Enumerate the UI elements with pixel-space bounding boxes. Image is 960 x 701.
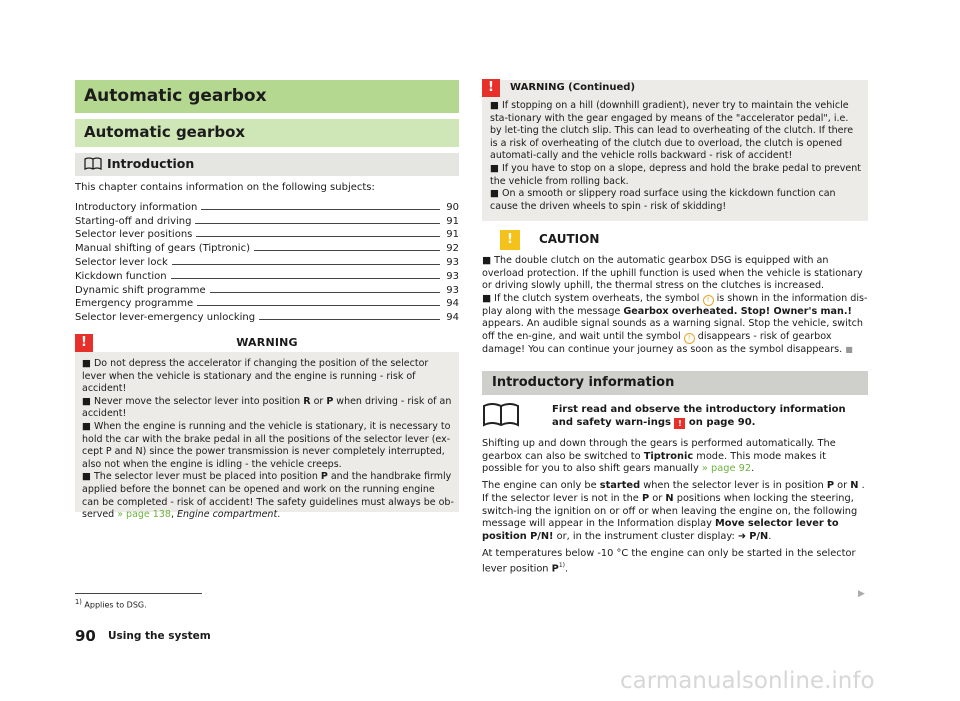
warning-continued-box [482,97,868,221]
toc-page: 94 [446,298,459,310]
toc-leader [197,305,440,306]
section-title-bar [75,119,459,147]
section-title: Automatic gearbox [84,123,246,141]
footer-section-title: Using the system [108,630,211,642]
paragraph: The engine can only be started when the selector lever is in position P or N . If the selector lever is not in the P or N positions when locking the steering, switch-ing the ignition on or off or when leaving the engine on, the following message will appear in the Information display Move selector lever to position P/N! or, in the instrument cluster display: ➜ P/N. [482,480,865,542]
table-of-contents [75,199,459,323]
warning-box [75,352,459,521]
section-end-icon: ■ [845,344,853,354]
toc-leader [210,292,441,293]
toc-page: 92 [446,243,459,255]
warning-text [82,358,454,522]
arrow-icon: ➜ [737,530,750,542]
warning-continued-header [482,80,868,97]
page-number: 90 [75,627,96,645]
caution-title: CAUTION [539,232,600,246]
introduction-bar [75,153,459,176]
footnote: $^{1)}$ Applies to DSG. [75,598,147,610]
toc-entry[interactable] [75,254,459,268]
warning-item: ■ Do not depress the accelerator if changing the position of the selector lever when the vehicle is stationary and the engine is running - risk of accident! [82,358,429,395]
toc-leader [171,278,441,279]
warning-item: ■ When the engine is running and the vehicle is stationary, it is necessary to hold the car with the brake pedal in all the positions of the selector lever (ex-cept P and N) since the power transmission is never completely interrupted, also not when the engine is idling - the vehicle creeps. [82,420,451,470]
book-icon [482,401,520,429]
toc-label: Emergency programme [75,298,194,310]
book-icon [84,157,102,171]
paragraph: Shifting up and down through the gears is performed automatically. The gearbox can also be switched to Tiptronic mode. This mode makes it possible for you to also shift gears manually » page 92. [482,438,836,475]
introductory-body [482,438,868,580]
clutch-warning-icon: ! [684,333,695,344]
warning-title: WARNING [236,336,298,349]
toc-label: Selector lever lock [75,256,168,268]
warning-item: ■ If you have to stop on a slope, depress and hold the brake pedal to prevent the vehicle from rolling back. [490,162,861,187]
toc-label: Starting-off and driving [75,215,192,227]
caution-icon: ! [500,230,520,250]
toc-entry[interactable] [75,268,459,282]
chapter-title-bar [75,80,459,113]
introduction-title: Introduction [107,156,195,171]
chapter-title: Automatic gearbox [84,86,267,106]
toc-page: 93 [446,256,459,268]
caution-text [482,255,868,357]
toc-label: Selector lever positions [75,229,193,241]
toc-entry[interactable] [75,309,459,323]
caution-item: ■ If the clutch system overheats, the symbol ! is shown in the information dis-play along with the message Gearbox overheated. Stop! Owner's man.! appears. An audible signal sounds as a warning signal. Stop the vehicle, switch off the en-gine, and wait until the symbol ! disappears - risk of gearbox damage! You can continue your journey as soon as the symbol disappears. ■ [482,292,868,355]
toc-entry[interactable] [75,240,459,254]
paragraph: At temperatures below -10 °C the engine can only be started in the selector lever position $P^{1)}$. [482,547,856,575]
toc-leader [254,250,440,251]
introductory-information-bar [482,371,868,395]
toc-leader [195,223,440,224]
toc-entry[interactable] [75,227,459,241]
toc-page: 90 [446,201,459,213]
toc-label: Manual shifting of gears (Tiptronic) [75,243,250,255]
toc-page: 93 [446,284,459,296]
toc-entry[interactable] [75,282,459,296]
page-link[interactable]: » page 138 [117,509,171,521]
warning-exclamation-icon: ! [75,334,93,352]
continue-arrow-icon: ▶ [858,589,865,599]
warning-item: ■ The selector lever must be placed into position P and the handbrake firmly applied before the bonnet can be opened and work on the running engine can be completed - risk of accident! The safety guidelines must always be ob-served » page 138, Engine compartment. [82,471,454,521]
watermark: carmanualsonline.info [620,668,875,694]
toc-leader [201,209,440,210]
toc-entry[interactable] [75,213,459,227]
toc-page: 91 [446,229,459,241]
footnote-rule [75,593,202,594]
toc-leader [259,319,440,320]
intro-text: This chapter contains information on the following subjects: [75,182,375,193]
toc-label: Dynamic shift programme [75,284,206,296]
toc-label: Kickdown function [75,270,167,282]
toc-entry[interactable] [75,296,459,310]
warning-item: ■ Never move the selector lever into position R or P when driving - risk of an accident! [82,395,452,420]
toc-leader [172,264,441,265]
page-link[interactable]: » page 92 [701,463,752,475]
toc-label: Introductory information [75,201,198,213]
toc-entry[interactable] [75,199,459,213]
read-first-note: First read and observe the introductory information and safety warn-ings ! on page 90. [552,404,846,428]
toc-leader [196,236,440,237]
toc-page: 91 [446,215,459,227]
toc-page: 93 [446,270,459,282]
introductory-information-title: Introductory information [492,375,675,390]
warning-continued-title: WARNING (Continued) [510,82,636,93]
caution-header [482,230,868,250]
warning-header [75,334,459,352]
toc-page: 94 [446,312,459,324]
warning-exclamation-icon: ! [674,418,685,429]
warning-item: ■ On a smooth or slippery road surface using the kickdown function can cause the driven wheels to spin - risk of skidding! [490,188,836,212]
toc-label: Selector lever-emergency unlocking [75,312,256,324]
warning-item: ■ If stopping on a hill (downhill gradient), never try to maintain the vehicle sta-tionary with the gear engaged by means of the "accelerator pedal", i.e. by let-ting the clutch slip. This can lead to overheating of the clutch. If there is a risk of overheating of the clutch due to overload, the clutch is opened automati-cally and the vehicle rolls backward - risk of accident! [490,100,854,162]
warning-exclamation-icon: ! [482,79,500,97]
clutch-warning-icon: ! [703,295,714,306]
caution-item: ■ The double clutch on the automatic gearbox DSG is equipped with an overload protection. If the uphill function is used when the vehicle is stationary or driving slowly uphill, the thermal stress on the clutches is increased. [482,255,863,292]
